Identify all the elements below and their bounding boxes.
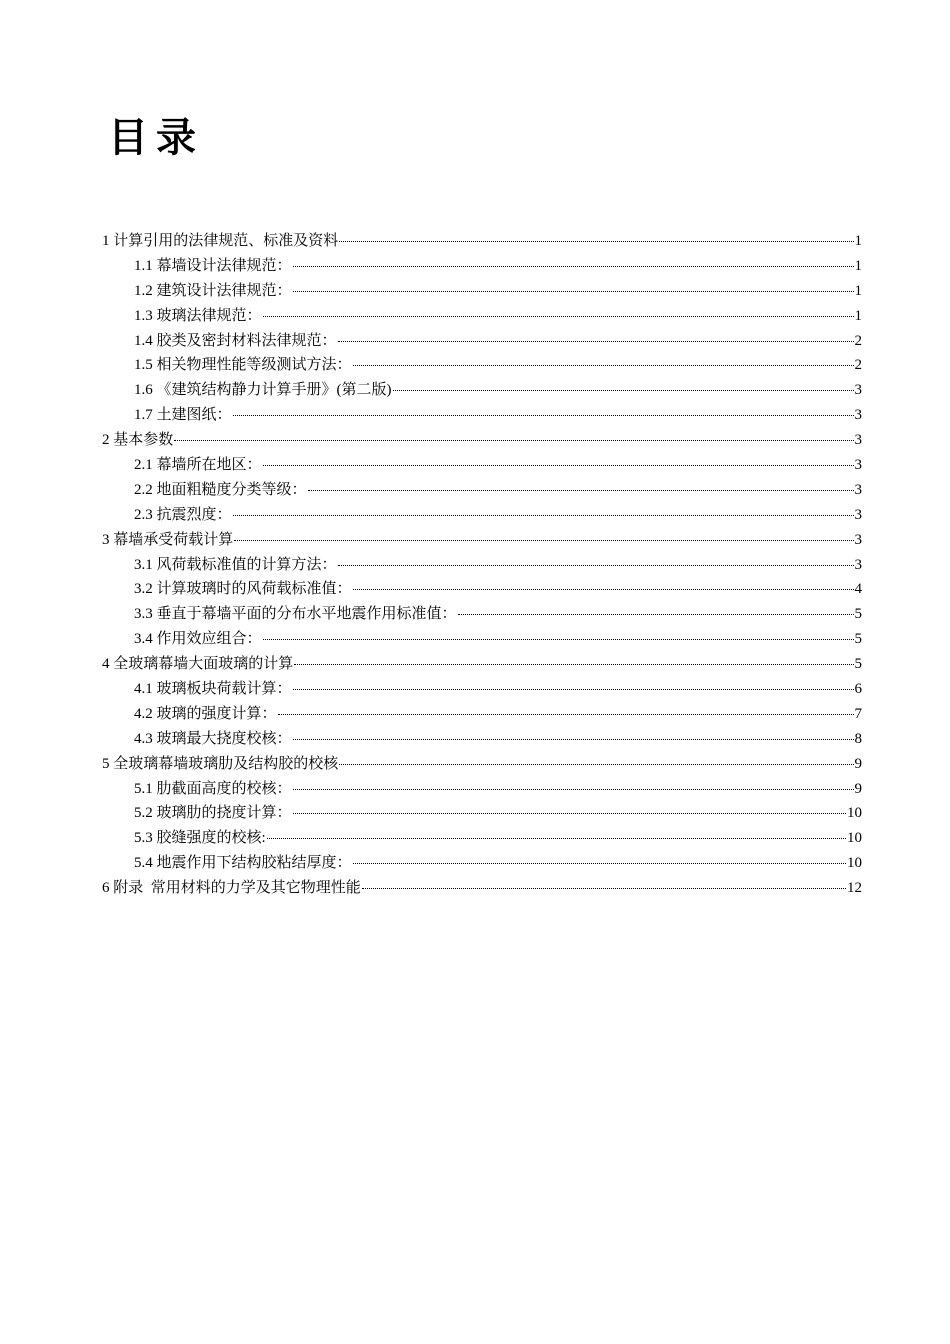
- toc-entry-title: 幕墙设计法律规范：: [156, 257, 292, 274]
- toc-page-number: 3: [854, 432, 862, 449]
- dot-leader: [293, 291, 854, 292]
- dot-leader: [278, 714, 854, 715]
- toc-page-number: 3: [854, 506, 862, 523]
- dot-leader: [353, 589, 854, 590]
- toc-section-entry[interactable]: [102, 627, 862, 652]
- toc-page-number: 2: [854, 357, 862, 374]
- toc-section-entry[interactable]: [102, 478, 862, 503]
- toc-entry-number: 1.1: [134, 257, 157, 274]
- toc-entry-number: 3: [102, 531, 114, 548]
- toc-section-entry[interactable]: [102, 777, 862, 802]
- dot-leader: [174, 440, 853, 441]
- toc-entry-title: 胶类及密封材料法律规范：: [156, 332, 337, 349]
- dot-leader: [293, 266, 854, 267]
- toc-entry-number: 2: [102, 432, 114, 449]
- toc-entry-title: 抗震烈度：: [156, 506, 232, 523]
- toc-entry-title: 全玻璃幕墙玻璃肋及结构胶的校核: [113, 755, 339, 772]
- dot-leader: [308, 490, 854, 491]
- toc-entry-number: 4.3: [134, 730, 157, 747]
- toc-section-entry[interactable]: [102, 602, 862, 627]
- toc-entry-number: 5.4: [134, 855, 157, 872]
- toc-entry-number: 4.2: [134, 705, 157, 722]
- toc-entry-number: 1.6: [134, 382, 157, 399]
- toc-page-number: 7: [854, 705, 862, 722]
- toc-page-number: 1: [854, 307, 862, 324]
- dot-leader: [339, 241, 853, 242]
- toc-page-number: 5: [854, 656, 862, 673]
- toc-section-entry[interactable]: [102, 304, 862, 329]
- dot-leader: [234, 540, 853, 541]
- toc-entry-number: 1: [102, 233, 114, 249]
- toc-entry-number: 1.5: [134, 357, 157, 374]
- toc-entry-number: 1.3: [134, 307, 157, 324]
- toc-chapter-entry[interactable]: [102, 229, 862, 254]
- dot-leader: [362, 888, 846, 889]
- toc-section-entry[interactable]: [102, 677, 862, 702]
- toc-entry-number: 2.2: [134, 481, 157, 498]
- toc-page-number: 5: [854, 631, 862, 648]
- toc-section-entry[interactable]: [102, 329, 862, 354]
- toc-entry-number: 3.2: [134, 581, 157, 598]
- toc-entry-number: 6: [102, 880, 114, 897]
- toc-page-number: 9: [854, 780, 862, 797]
- dot-leader: [393, 390, 854, 391]
- toc-entry-number: 3.1: [134, 556, 157, 573]
- toc-entry-title: 作用效应组合：: [156, 631, 262, 648]
- toc-section-entry[interactable]: [102, 353, 862, 378]
- toc-chapter-entry[interactable]: [102, 528, 862, 553]
- dot-leader: [233, 415, 854, 416]
- toc-entry-title: 幕墙承受荷载计算: [113, 531, 234, 548]
- table-of-contents: [102, 229, 862, 901]
- toc-chapter-entry[interactable]: [102, 876, 862, 901]
- toc-entry-title: 垂直于幕墙平面的分布水平地震作用标准值：: [156, 606, 457, 623]
- toc-entry-title: 附录 常用材料的力学及其它物理性能: [113, 880, 361, 897]
- toc-page-number: 10: [847, 805, 862, 822]
- dot-leader: [263, 639, 854, 640]
- toc-page-number: 3: [854, 531, 862, 548]
- dot-leader: [293, 813, 846, 814]
- page-title: 目录: [108, 115, 204, 161]
- toc-entry-number: 5.1: [134, 780, 157, 797]
- toc-entry-title: 土建图纸：: [156, 407, 232, 424]
- toc-page-number: 4: [854, 581, 862, 598]
- dot-leader: [353, 863, 846, 864]
- toc-entry-number: 5.2: [134, 805, 157, 822]
- toc-section-entry[interactable]: [102, 851, 862, 876]
- dot-leader: [338, 565, 854, 566]
- toc-chapter-entry[interactable]: [102, 752, 862, 777]
- toc-page-number: 9: [854, 755, 862, 772]
- toc-entry-title: 玻璃最大挠度校核：: [156, 730, 292, 747]
- toc-entry-number: 4: [102, 656, 114, 673]
- toc-entry-number: 2.3: [134, 506, 157, 523]
- toc-entry-number: 3.3: [134, 606, 157, 623]
- toc-page-number: 3: [854, 556, 862, 573]
- toc-entry-title: 幕墙所在地区：: [156, 457, 262, 474]
- toc-page-number: 6: [854, 681, 862, 698]
- toc-section-entry[interactable]: [102, 453, 862, 478]
- toc-chapter-entry[interactable]: [102, 652, 862, 677]
- dot-leader: [267, 838, 846, 839]
- toc-entry-title: 基本参数: [113, 432, 174, 449]
- toc-entry-number: 1.2: [134, 282, 157, 299]
- toc-entry-title: 地面粗糙度分类等级：: [156, 481, 307, 498]
- toc-entry-number: 4.1: [134, 681, 157, 698]
- dot-leader: [293, 689, 854, 690]
- toc-entry-number: 1.7: [134, 407, 157, 424]
- toc-section-entry[interactable]: [102, 727, 862, 752]
- toc-entry-title: 风荷载标准值的计算方法：: [156, 556, 337, 573]
- toc-page-number: 8: [854, 730, 862, 747]
- toc-page-number: 3: [854, 457, 862, 474]
- dot-leader: [353, 365, 854, 366]
- toc-page-number: 10: [847, 855, 862, 872]
- toc-entry-number: 5: [102, 755, 114, 772]
- toc-entry-title: 胶缝强度的校核:: [156, 830, 266, 847]
- toc-entry-title: 计算引用的法律规范、标准及资料: [113, 233, 339, 249]
- toc-chapter-entry[interactable]: [102, 428, 862, 453]
- toc-entry-title: 《建筑结构静力计算手册》(第二版): [156, 382, 392, 399]
- toc-section-entry[interactable]: [102, 577, 862, 602]
- dot-leader: [458, 614, 854, 615]
- toc-entry-title: 计算玻璃时的风荷载标准值：: [156, 581, 352, 598]
- toc-entry-number: 2.1: [134, 457, 157, 474]
- toc-section-entry[interactable]: [102, 801, 862, 826]
- toc-page-number: 3: [854, 382, 862, 399]
- toc-section-entry[interactable]: [102, 503, 862, 528]
- toc-page-number: 10: [847, 830, 862, 847]
- toc-section-entry[interactable]: [102, 378, 862, 403]
- toc-section-entry[interactable]: [102, 279, 862, 304]
- toc-page-number: 1: [854, 233, 862, 249]
- toc-entry-number: 1.4: [134, 332, 157, 349]
- toc-entry-title: 地震作用下结构胶粘结厚度：: [156, 855, 352, 872]
- toc-page-number: 1: [854, 257, 862, 274]
- dot-leader: [338, 341, 854, 342]
- toc-page-number: 3: [854, 481, 862, 498]
- toc-entry-title: 相关物理性能等级测试方法：: [156, 357, 352, 374]
- toc-section-entry[interactable]: [102, 403, 862, 428]
- toc-section-entry[interactable]: [102, 553, 862, 578]
- dot-leader: [263, 316, 854, 317]
- toc-section-entry[interactable]: [102, 702, 862, 727]
- toc-entry-number: 5.3: [134, 830, 157, 847]
- toc-page-number: 1: [854, 282, 862, 299]
- toc-entry-title: 玻璃法律规范：: [156, 307, 262, 324]
- toc-entry-title: 玻璃板块荷载计算：: [156, 681, 292, 698]
- dot-leader: [293, 789, 854, 790]
- toc-entry-title: 玻璃的强度计算：: [156, 705, 277, 722]
- dot-leader: [263, 465, 854, 466]
- toc-page-number: 12: [847, 880, 862, 897]
- toc-entry-title: 玻璃肋的挠度计算：: [156, 805, 292, 822]
- toc-entry-number: 3.4: [134, 631, 157, 648]
- dot-leader: [339, 764, 853, 765]
- toc-entry-title: 肋截面高度的校核：: [156, 780, 292, 797]
- toc-entry-title: 全玻璃幕墙大面玻璃的计算: [113, 656, 294, 673]
- toc-entry-title: 建筑设计法律规范：: [156, 282, 292, 299]
- toc-page-number: 3: [854, 407, 862, 424]
- toc-page-number: 5: [854, 606, 862, 623]
- dot-leader: [294, 664, 853, 665]
- toc-section-entry[interactable]: [102, 254, 862, 279]
- toc-page-number: 2: [854, 332, 862, 349]
- toc-section-entry[interactable]: [102, 826, 862, 851]
- dot-leader: [233, 515, 854, 516]
- dot-leader: [293, 739, 854, 740]
